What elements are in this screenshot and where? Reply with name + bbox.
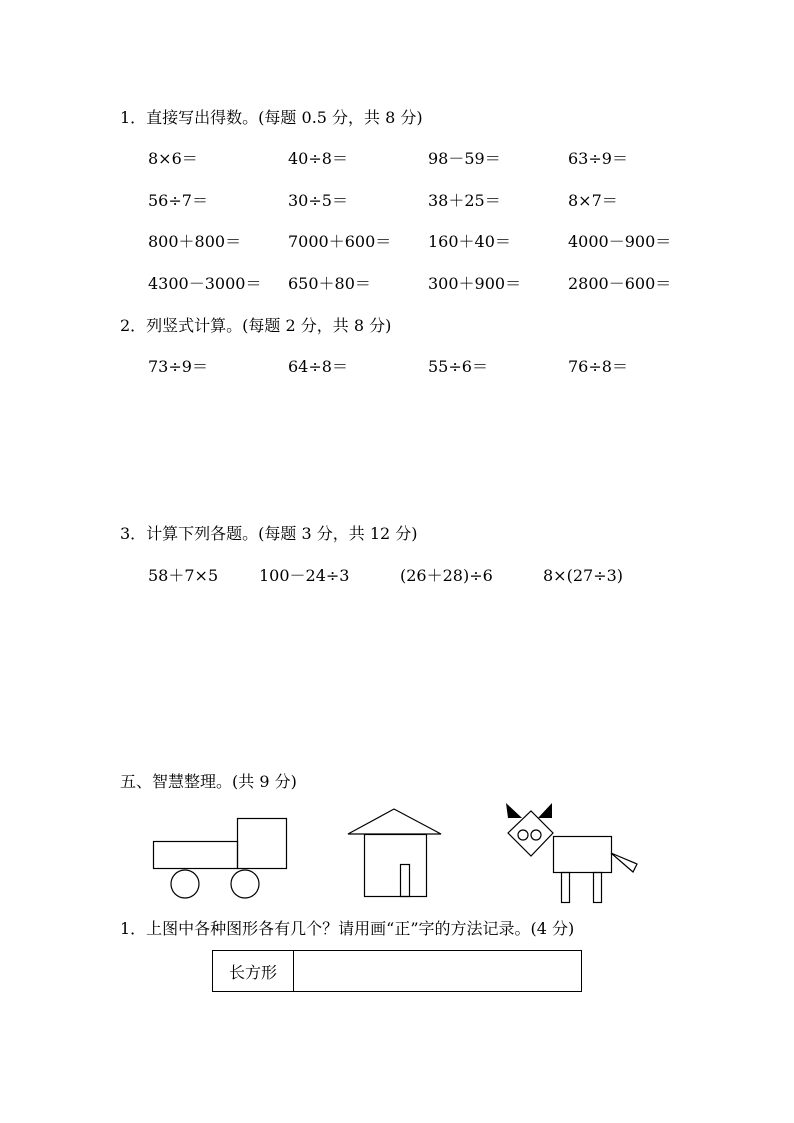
q1-item: 160＋40＝ — [428, 232, 511, 251]
q1-item: 40÷8＝ — [288, 149, 348, 168]
truck-figure — [150, 814, 290, 902]
q1-item: 4000－900＝ — [568, 232, 672, 251]
table-label-rectangle: 长方形 — [213, 951, 294, 992]
q1-item: 4300－3000＝ — [148, 274, 262, 293]
q3-item: (26＋28)÷6 — [400, 566, 493, 585]
q1-item: 2800－600＝ — [568, 274, 672, 293]
q1-item: 650＋80＝ — [288, 274, 371, 293]
q1-item: 300＋900＝ — [428, 274, 522, 293]
q1-item: 56÷7＝ — [148, 191, 208, 210]
q1-item: 63÷9＝ — [568, 149, 628, 168]
q3-title: 3．计算下列各题。(每题 3 分，共 12 分) — [120, 524, 418, 543]
q1-item: 800＋800＝ — [148, 232, 242, 251]
q2-item: 73÷9＝ — [148, 357, 208, 376]
record-table — [212, 950, 582, 992]
animal-figure — [500, 800, 642, 908]
q2-item: 76÷8＝ — [568, 357, 628, 376]
q2-item: 64÷8＝ — [288, 357, 348, 376]
q1-item: 8×6＝ — [148, 149, 198, 168]
q1-item: 8×7＝ — [568, 191, 618, 210]
section5-title: 五、智慧整理。(共 9 分) — [120, 772, 297, 791]
q2-title: 2．列竖式计算。(每题 2 分，共 8 分) — [120, 316, 392, 335]
q1-title: 1．直接写出得数。(每题 0.5 分，共 8 分) — [120, 108, 423, 127]
q1-item: 38＋25＝ — [428, 191, 501, 210]
q3-item: 100－24÷3 — [259, 566, 350, 585]
q1-item: 7000＋600＝ — [288, 232, 392, 251]
table-row — [213, 951, 582, 992]
q1-item: 30÷5＝ — [288, 191, 348, 210]
q3-item: 8×(27÷3) — [543, 566, 624, 585]
table-answer-cell[interactable] — [294, 951, 582, 992]
section5-q1-title: 1．上图中各种图形各有几个？请用画“正”字的方法记录。(4 分) — [120, 919, 575, 938]
q3-item: 58＋7×5 — [148, 566, 219, 585]
q1-item: 98－59＝ — [428, 149, 501, 168]
q2-item: 55÷6＝ — [428, 357, 488, 376]
house-figure — [344, 806, 446, 900]
